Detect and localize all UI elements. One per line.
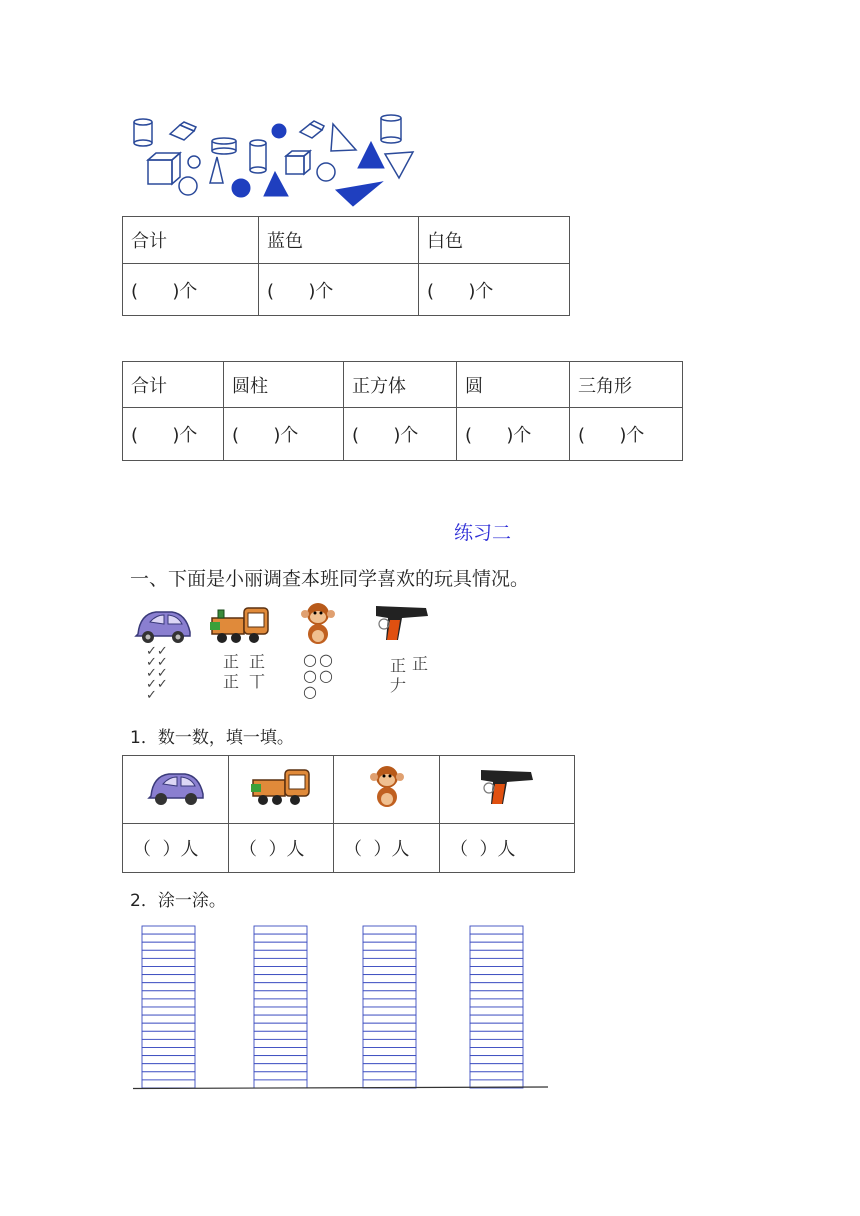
triangle-icon xyxy=(358,142,384,168)
coloring-cell[interactable] xyxy=(254,1007,307,1015)
coloring-cell[interactable] xyxy=(254,1064,307,1072)
cylinder-icon xyxy=(250,140,266,173)
coloring-cell[interactable] xyxy=(470,1056,523,1064)
triangle-icon xyxy=(385,152,413,178)
coloring-cell[interactable] xyxy=(254,1015,307,1023)
coloring-column[interactable] xyxy=(470,926,523,1088)
coloring-bar-grid[interactable] xyxy=(130,922,550,1094)
answer-blank[interactable]: （ ）人 xyxy=(440,824,575,873)
coloring-cell[interactable] xyxy=(470,934,523,942)
cube-icon xyxy=(170,122,196,140)
coloring-column[interactable] xyxy=(142,926,195,1088)
table-header-cell: 圆 xyxy=(457,362,570,408)
coloring-cell[interactable] xyxy=(363,926,416,934)
coloring-cell[interactable] xyxy=(363,1064,416,1072)
coloring-cell[interactable] xyxy=(142,1031,195,1039)
coloring-cell[interactable] xyxy=(470,926,523,934)
color-count-table xyxy=(122,216,570,316)
cube-icon xyxy=(286,151,310,174)
tally-car: ✓✓ ✓✓ ✓✓ ✓✓ ✓ xyxy=(146,644,168,703)
answer-blank[interactable]: ( )个 xyxy=(259,264,419,316)
coloring-cell[interactable] xyxy=(470,1023,523,1031)
shapes-picture xyxy=(128,110,428,210)
monkey-icon xyxy=(365,763,409,811)
toy-count-table xyxy=(122,755,575,873)
coloring-cell[interactable] xyxy=(142,1080,195,1088)
coloring-cell[interactable] xyxy=(470,1039,523,1047)
coloring-cell[interactable] xyxy=(142,926,195,934)
coloring-cell[interactable] xyxy=(254,942,307,950)
answer-blank[interactable]: ( )个 xyxy=(224,408,344,461)
coloring-cell[interactable] xyxy=(142,991,195,999)
coloring-cell[interactable] xyxy=(363,999,416,1007)
coloring-cell[interactable] xyxy=(470,1064,523,1072)
coloring-cell[interactable] xyxy=(142,950,195,958)
train-icon xyxy=(208,604,272,646)
coloring-cell[interactable] xyxy=(470,983,523,991)
coloring-cell[interactable] xyxy=(363,1015,416,1023)
coloring-cell[interactable] xyxy=(142,975,195,983)
coloring-cell[interactable] xyxy=(254,1023,307,1031)
table-image-cell xyxy=(123,756,229,824)
coloring-cell[interactable] xyxy=(363,950,416,958)
coloring-cell[interactable] xyxy=(254,1056,307,1064)
coloring-cell[interactable] xyxy=(142,958,195,966)
table-image-cell xyxy=(334,756,440,824)
coloring-cell[interactable] xyxy=(142,1072,195,1080)
coloring-column[interactable] xyxy=(363,926,416,1088)
coloring-cell[interactable] xyxy=(254,1039,307,1047)
coloring-cell[interactable] xyxy=(254,1072,307,1080)
triangle-icon xyxy=(331,124,356,151)
coloring-cell[interactable] xyxy=(254,983,307,991)
answer-blank[interactable]: ( )个 xyxy=(123,264,259,316)
circle-icon xyxy=(188,156,200,168)
table-header-cell: 合计 xyxy=(123,362,224,408)
coloring-cell[interactable] xyxy=(254,967,307,975)
coloring-cell[interactable] xyxy=(142,1039,195,1047)
answer-blank[interactable]: ( )个 xyxy=(123,408,224,461)
coloring-cell[interactable] xyxy=(142,1007,195,1015)
sub-question-2: 2．涂一涂。 xyxy=(130,891,226,911)
tally-train: 正 正 xyxy=(223,652,240,691)
coloring-cell[interactable] xyxy=(470,1031,523,1039)
coloring-cell[interactable] xyxy=(363,991,416,999)
coloring-cell[interactable] xyxy=(470,1007,523,1015)
coloring-cell[interactable] xyxy=(470,942,523,950)
tally-train: 正 丅 xyxy=(249,652,266,691)
answer-blank[interactable]: ( )个 xyxy=(344,408,457,461)
coloring-cell[interactable] xyxy=(254,1048,307,1056)
cylinder-icon xyxy=(212,138,236,154)
car-icon xyxy=(132,604,194,646)
coloring-cell[interactable] xyxy=(142,1023,195,1031)
coloring-cell[interactable] xyxy=(254,926,307,934)
coloring-cell[interactable] xyxy=(363,975,416,983)
coloring-cell[interactable] xyxy=(254,991,307,999)
coloring-cell[interactable] xyxy=(470,950,523,958)
circle-icon xyxy=(317,163,335,181)
coloring-cell[interactable] xyxy=(470,1072,523,1080)
circle-icon xyxy=(272,124,286,138)
coloring-cell[interactable] xyxy=(142,942,195,950)
coloring-cell[interactable] xyxy=(142,983,195,991)
answer-blank[interactable]: （ ）人 xyxy=(229,824,334,873)
coloring-cell[interactable] xyxy=(363,983,416,991)
toy-gun-icon xyxy=(477,764,537,810)
coloring-cell[interactable] xyxy=(254,999,307,1007)
coloring-cell[interactable] xyxy=(363,967,416,975)
coloring-cell[interactable] xyxy=(142,999,195,1007)
coloring-cell[interactable] xyxy=(363,1072,416,1080)
table-header-cell: 三角形 xyxy=(570,362,683,408)
tally-gun: 正 xyxy=(412,654,429,673)
coloring-cell[interactable] xyxy=(363,1031,416,1039)
sub-question-1: 1．数一数，填一填。 xyxy=(130,728,294,748)
cylinder-icon xyxy=(134,119,152,146)
tally-monkey: ○○ ○○ ○ xyxy=(303,650,335,701)
triangle-icon xyxy=(264,172,288,196)
table-header-cell: 正方体 xyxy=(344,362,457,408)
coloring-cell[interactable] xyxy=(142,1015,195,1023)
table-header-cell: 圆柱 xyxy=(224,362,344,408)
coloring-cell[interactable] xyxy=(142,1064,195,1072)
coloring-cell[interactable] xyxy=(470,958,523,966)
coloring-cell[interactable] xyxy=(470,999,523,1007)
coloring-cell[interactable] xyxy=(363,1080,416,1088)
coloring-cell[interactable] xyxy=(363,1039,416,1047)
toy-gun-icon xyxy=(372,600,432,646)
coloring-cell[interactable] xyxy=(470,1048,523,1056)
coloring-cell[interactable] xyxy=(254,975,307,983)
coloring-cell[interactable] xyxy=(363,1048,416,1056)
circle-icon xyxy=(179,177,197,195)
coloring-cell[interactable] xyxy=(470,967,523,975)
coloring-cell[interactable] xyxy=(470,1015,523,1023)
cube-icon xyxy=(300,121,324,138)
coloring-cell[interactable] xyxy=(363,1023,416,1031)
coloring-cell[interactable] xyxy=(363,1056,416,1064)
table-image-cell xyxy=(229,756,334,824)
answer-blank[interactable]: （ ）人 xyxy=(334,824,440,873)
coloring-column[interactable] xyxy=(254,926,307,1088)
coloring-cell[interactable] xyxy=(142,967,195,975)
coloring-cell[interactable] xyxy=(142,934,195,942)
answer-blank[interactable]: ( )个 xyxy=(570,408,683,461)
question-text: 一、下面是小丽调查本班同学喜欢的玩具情况。 xyxy=(130,568,530,590)
coloring-cell[interactable] xyxy=(254,1031,307,1039)
coloring-cell[interactable] xyxy=(363,958,416,966)
section-title: 练习二 xyxy=(454,522,512,544)
train-icon xyxy=(249,766,313,808)
coloring-cell[interactable] xyxy=(363,942,416,950)
monkey-icon xyxy=(296,600,340,648)
answer-blank[interactable]: （ ）人 xyxy=(123,824,229,873)
car-icon xyxy=(145,766,207,808)
triangle-icon xyxy=(210,157,223,183)
coloring-cell[interactable] xyxy=(363,1007,416,1015)
coloring-cell[interactable] xyxy=(254,1080,307,1088)
tally-gun: 正 𠂇 xyxy=(390,656,407,695)
circle-icon xyxy=(232,179,250,197)
shape-count-table xyxy=(122,361,683,461)
triangle-icon xyxy=(336,182,382,206)
cylinder-icon xyxy=(381,115,401,143)
cube-icon xyxy=(148,153,180,184)
coloring-cell[interactable] xyxy=(363,934,416,942)
table-header-cell: 蓝色 xyxy=(259,217,419,264)
answer-blank[interactable]: ( )个 xyxy=(457,408,570,461)
coloring-cell[interactable] xyxy=(254,950,307,958)
coloring-cell[interactable] xyxy=(254,934,307,942)
coloring-cell[interactable] xyxy=(142,1048,195,1056)
table-header-cell: 白色 xyxy=(419,217,570,264)
coloring-cell[interactable] xyxy=(470,975,523,983)
coloring-cell[interactable] xyxy=(142,1056,195,1064)
answer-blank[interactable]: ( )个 xyxy=(419,264,570,316)
coloring-cell[interactable] xyxy=(470,991,523,999)
coloring-cell[interactable] xyxy=(254,958,307,966)
table-image-cell xyxy=(440,756,575,824)
table-header-cell: 合计 xyxy=(123,217,259,264)
